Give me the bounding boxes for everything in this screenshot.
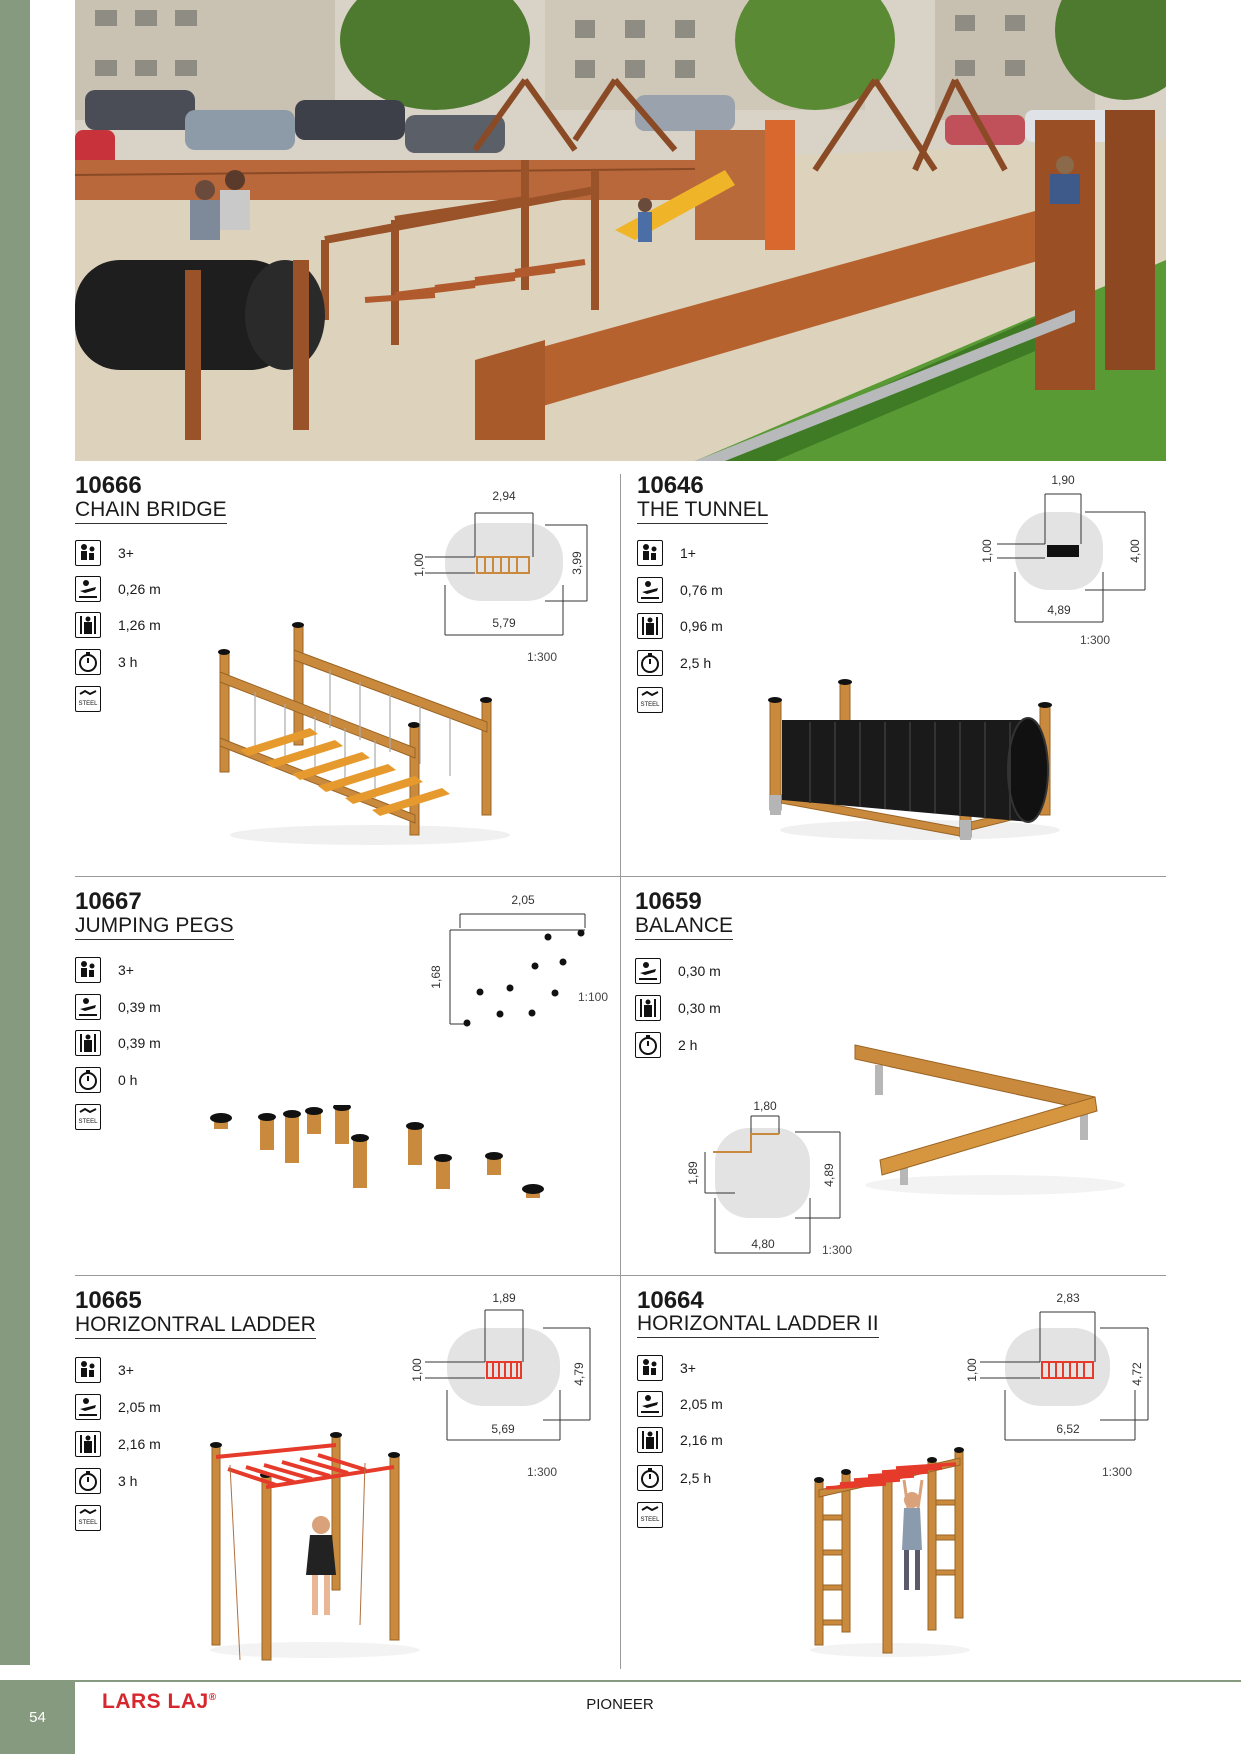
free-height-icon [75, 1431, 101, 1457]
plan-diagram [975, 472, 1155, 652]
scale-label: 1:300 [527, 1465, 558, 1479]
sidebar-strip [0, 0, 30, 1665]
spec-value: 0,96 m [680, 618, 723, 634]
spec-fall-height [635, 956, 721, 986]
spec-free-height [75, 1028, 161, 1058]
svg-text:1,00: 1,00 [965, 1358, 979, 1382]
fall-height-icon [75, 576, 101, 602]
product-code: 10665 [75, 1287, 142, 1314]
spec-value: 0,39 m [118, 999, 161, 1015]
steel-icon [75, 686, 101, 712]
spec-steel [75, 1503, 101, 1533]
spec-fall-height [75, 992, 161, 1022]
svg-text:1,89: 1,89 [492, 1291, 516, 1305]
svg-text:4,89: 4,89 [822, 1163, 836, 1187]
spec-fall-height [637, 575, 723, 605]
free-height-icon [635, 995, 661, 1021]
svg-text:2,94: 2,94 [492, 489, 516, 503]
spec-value: 0,39 m [118, 1035, 161, 1051]
svg-text:2,05: 2,05 [511, 893, 535, 907]
spec-value: 0 h [118, 1072, 138, 1088]
spec-fall-height [75, 1392, 161, 1422]
free-height-icon [75, 612, 101, 638]
spec-install-time [75, 1466, 137, 1496]
free-height-icon [637, 613, 663, 639]
svg-text:4,89: 4,89 [1047, 603, 1071, 617]
svg-text:4,00: 4,00 [1128, 539, 1142, 563]
svg-text:1,68: 1,68 [429, 965, 443, 989]
product-code: 10659 [635, 888, 702, 915]
scale-label: 1:300 [1102, 1465, 1133, 1479]
steel-icon [637, 1502, 663, 1528]
spec-value: 2,16 m [118, 1436, 161, 1452]
section-title: PIONEER [586, 1696, 654, 1713]
scale-label: 1:300 [527, 650, 558, 664]
product-code: 10646 [637, 472, 704, 499]
svg-text:1,00: 1,00 [980, 539, 994, 563]
svg-text:1,90: 1,90 [1051, 473, 1075, 487]
spec-value: 0,30 m [678, 963, 721, 979]
scale-label: 1:100 [578, 990, 609, 1004]
spec-age [75, 538, 134, 568]
product-name: CHAIN BRIDGE [75, 498, 227, 524]
spec-steel [637, 1500, 663, 1530]
spec-free-height [637, 611, 723, 641]
spec-install-time [637, 1463, 711, 1493]
svg-text:1,00: 1,00 [412, 553, 426, 577]
spec-age [637, 1353, 696, 1383]
brand-mark: ® [208, 1692, 217, 1703]
spec-value: 3+ [680, 1360, 696, 1376]
product-name: THE TUNNEL [637, 498, 768, 524]
svg-text:STEEL: STEEL [78, 1520, 98, 1526]
plan-diagram [405, 1290, 605, 1470]
spec-free-height [75, 1429, 161, 1459]
svg-text:1,89: 1,89 [686, 1161, 700, 1185]
fall-height-icon [75, 1394, 101, 1420]
svg-text:6,52: 6,52 [1056, 1422, 1080, 1436]
spec-value: 3 h [118, 1473, 138, 1489]
spec-value: 3+ [118, 545, 134, 561]
footer-line [75, 1680, 1241, 1682]
install-time-icon [637, 1465, 663, 1491]
product-name: JUMPING PEGS [75, 914, 234, 940]
product-image [845, 1035, 1135, 1205]
steel-icon [75, 1104, 101, 1130]
page-number: 54 [0, 1680, 75, 1754]
age-icon [75, 540, 101, 566]
spec-free-height [75, 610, 161, 640]
svg-text:4,72: 4,72 [1130, 1362, 1144, 1386]
svg-text:STEEL: STEEL [78, 1119, 98, 1125]
brand-name: LARS LAJ [102, 1690, 209, 1713]
spec-install-time [635, 1030, 697, 1060]
svg-text:4,80: 4,80 [751, 1237, 775, 1251]
age-icon [637, 1355, 663, 1381]
install-time-icon [637, 650, 663, 676]
spec-value: 2,05 m [680, 1396, 723, 1412]
plan-diagram [960, 1290, 1160, 1470]
product-name: HORIZONTRAL LADDER [75, 1313, 316, 1339]
spec-value: 2 h [678, 1037, 698, 1053]
fall-height-icon [637, 577, 663, 603]
install-time-icon [635, 1032, 661, 1058]
svg-text:STEEL: STEEL [640, 702, 660, 708]
svg-text:1,00: 1,00 [410, 1358, 424, 1382]
spec-age [75, 1355, 134, 1385]
fall-height-icon [75, 994, 101, 1020]
free-height-icon [637, 1427, 663, 1453]
brand-logo [102, 1690, 217, 1714]
spec-age [75, 955, 134, 985]
scale-label: 1:300 [1080, 633, 1111, 647]
product-name: HORIZONTAL LADDER II [637, 1312, 879, 1338]
install-time-icon [75, 1067, 101, 1093]
product-image [200, 1105, 560, 1215]
playground-photo [75, 0, 1166, 461]
spec-install-time [75, 1065, 137, 1095]
spec-value: 0,76 m [680, 582, 723, 598]
spec-free-height [635, 993, 721, 1023]
install-time-icon [75, 1468, 101, 1494]
svg-text:STEEL: STEEL [78, 701, 98, 707]
free-height-icon [75, 1030, 101, 1056]
spec-install-time [637, 648, 711, 678]
spec-fall-height [75, 574, 161, 604]
spec-age [637, 538, 696, 568]
spec-fall-height [637, 1389, 723, 1419]
install-time-icon [75, 649, 101, 675]
product-code: 10666 [75, 472, 142, 499]
svg-text:1,80: 1,80 [753, 1099, 777, 1113]
product-name: BALANCE [635, 914, 733, 940]
svg-text:4,79: 4,79 [572, 1362, 586, 1386]
steel-icon [75, 1505, 101, 1531]
spec-free-height [637, 1425, 723, 1455]
steel-icon [637, 687, 663, 713]
age-icon [637, 540, 663, 566]
product-image [200, 1425, 430, 1665]
scale-label: 1:300 [822, 1243, 853, 1257]
spec-value: 0,26 m [118, 581, 161, 597]
spec-steel [75, 1102, 101, 1132]
spec-value: 0,30 m [678, 1000, 721, 1016]
spec-value: 3 h [118, 654, 138, 670]
svg-text:3,99: 3,99 [570, 551, 584, 575]
spec-install-time [75, 647, 137, 677]
svg-text:STEEL: STEEL [640, 1517, 660, 1523]
age-icon [75, 957, 101, 983]
plan-diagram [425, 892, 615, 1032]
product-code: 10664 [637, 1287, 704, 1314]
fall-height-icon [637, 1391, 663, 1417]
spec-value: 3+ [118, 1362, 134, 1378]
spec-value: 3+ [118, 962, 134, 978]
spec-value: 2,05 m [118, 1399, 161, 1415]
spec-value: 1+ [680, 545, 696, 561]
product-image [760, 670, 1070, 850]
fall-height-icon [635, 958, 661, 984]
age-icon [75, 1357, 101, 1383]
svg-text:5,69: 5,69 [491, 1422, 515, 1436]
spec-value: 2,16 m [680, 1432, 723, 1448]
product-image [200, 610, 520, 850]
product-image [800, 1440, 980, 1660]
spec-value: 1,26 m [118, 617, 161, 633]
svg-text:2,83: 2,83 [1056, 1291, 1080, 1305]
spec-value: 2,5 h [680, 655, 712, 671]
svg-text:5,79: 5,79 [492, 616, 516, 630]
product-code: 10667 [75, 888, 142, 915]
spec-value: 2,5 h [680, 1470, 712, 1486]
divider-column [620, 474, 621, 1669]
spec-steel [75, 684, 101, 714]
spec-steel [637, 685, 663, 715]
